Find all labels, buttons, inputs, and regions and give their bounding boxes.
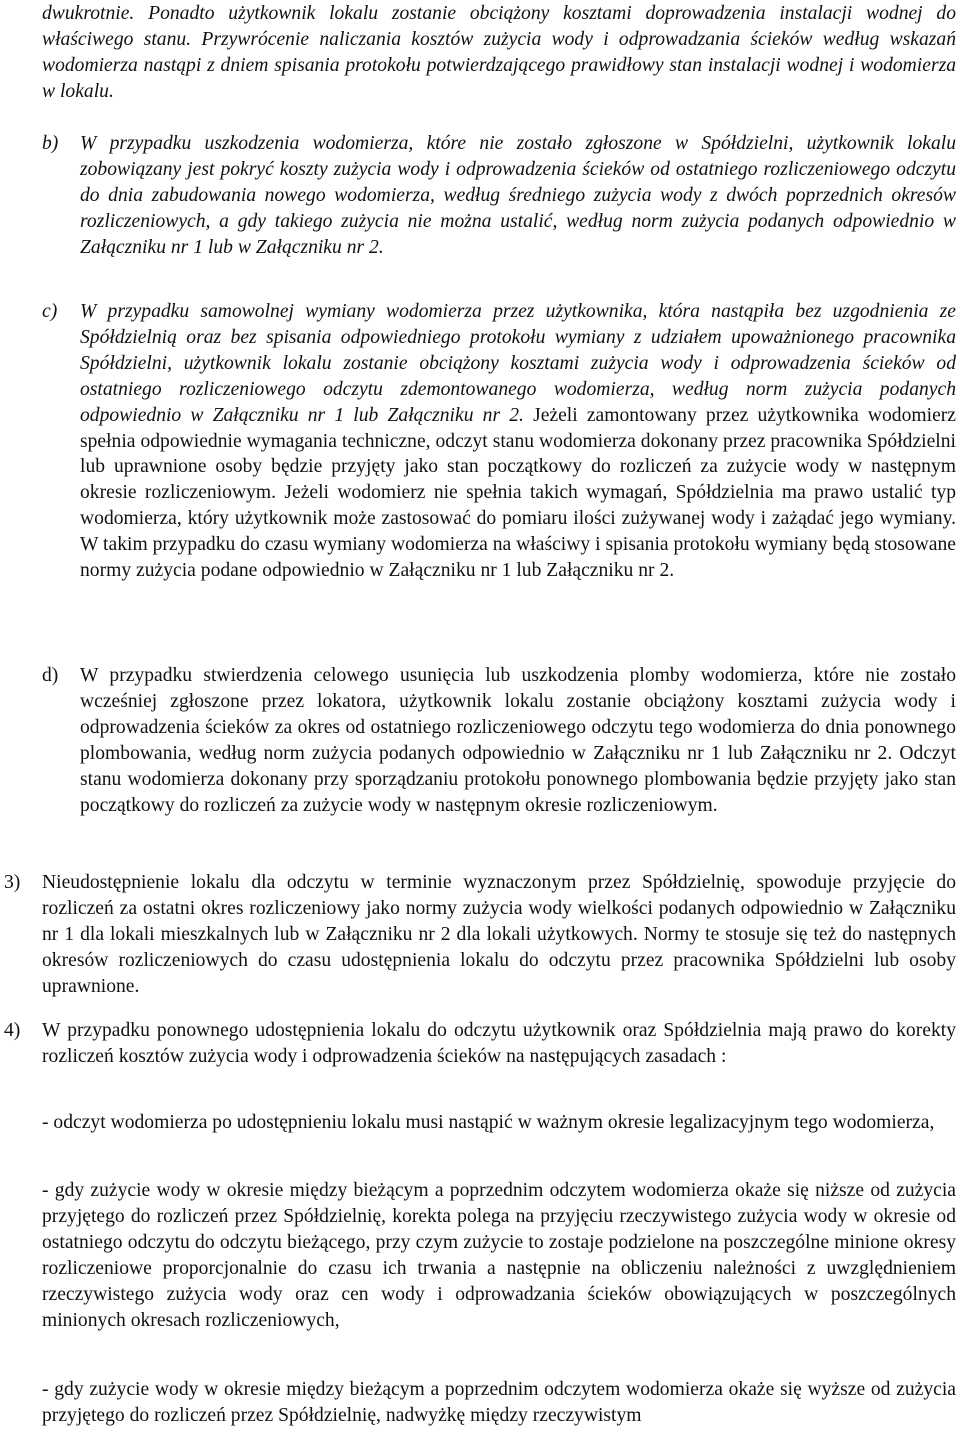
bullet-text: - odczyt wodomierza po udostępnieniu lokalu musi nastąpić w ważnym okresie legalizacyjnym tego wodomierza, [42, 1112, 935, 1133]
item-c-paragraph [80, 299, 956, 584]
item-c-label: c) [42, 301, 58, 322]
item-c-italic-text: W przypadku samowolnej wymiany wodomierza przez użytkownika, która nastąpiła bez uzgodnienia ze Spółdzielnią oraz bez spisania odpowiedniego protokołu wymiany z udziałem upoważnionego pracownika Spółdzielni, użytkownik lokalu zostanie obciążony kosztami zużycia wody i odprowadzenia ścieków od ostatniego rozliczeniowego odczytu zdemontowanego wodomierza, według norm zużycia podanych odpowiednio w Załączniku nr 1 lub Załączniku nr 2. [80, 301, 956, 426]
item-4-bullet-2 [42, 1178, 956, 1333]
item-4-paragraph [42, 1018, 956, 1070]
intro-text: dwukrotnie. Ponadto użytkownik lokalu zostanie obciążony kosztami doprowadzenia instalacji wodnej do właściwego stanu. Przywrócenie naliczania kosztów zużycia wody i odprowadzania ścieków według wskazań wodomierza nastąpi z dniem spisania protokołu potwierdzającego prawidłowy stan instalacji wodnej i wodomierza w lokalu. [42, 3, 956, 102]
bullet-text: - gdy zużycie wody w okresie między bieżącym a poprzednim odczytem wodomierza okaże się wyższe od zużycia przyjętego do rozliczeń przez Spółdzielnię, nadwyżkę między rzeczywistym [42, 1379, 956, 1426]
item-4-bullet-1 [42, 1110, 956, 1136]
item-d-text: W przypadku stwierdzenia celowego usunięcia lub uszkodzenia plomby wodomierza, które nie zostało wcześniej zgłoszone przez lokatora, użytkownik lokalu zostanie obciążony kosztami zużycia wody i odprowadzenia ścieków za okres od ostatniego rozliczeniowego odczytu tego wodomierza do dnia ponownego plombowania, według norm zużycia podanych odpowiednio w Załączniku nr 1 lub Załączniku nr 2. Odczyt stanu wodomierza dokonany przy sporządzaniu protokołu ponownego plombowania będzie przyjęty jako stan początkowy do rozliczeń za zużycie wody w następnym okresie rozliczeniowym. [80, 665, 956, 816]
item-b-paragraph [80, 131, 956, 261]
intro-paragraph [42, 1, 956, 105]
item-d-label: d) [42, 665, 59, 686]
item-c-regular-text: Jeżeli zamontowany przez użytkownika wodomierz spełnia odpowiednie wymagania techniczne, odczyt stanu wodomierza dokonany przez pracownika Spółdzielni lub uprawnione osoby będzie przyjęty jako stan początkowy do rozliczeń za zużycie wody w następnym okresie rozliczeniowym. Jeżeli wodomierz nie spełnia takich wymagań, Spółdzielnia ma prawo ustalić typ wodomierza, który użytkownik może zastosować do pomiaru ilości zużywanej wody i zażądać jego wymiany. W takim przypadku do czasu wymiany wodomierza na właściwy i spisania protokołu wymiany będą stosowane normy zużycia podane odpowiednio w Załączniku nr 1 lub Załączniku nr 2. [80, 404, 957, 582]
item-4-text: W przypadku ponownego udostępnienia lokalu do odczytu użytkownik oraz Spółdzielnia mają prawo do korekty rozliczeń kosztów zużycia wody i odprowadzenia ścieków na następujących zasadach : [42, 1020, 956, 1067]
item-b-text: W przypadku uszkodzenia wodomierza, które nie zostało zgłoszone w Spółdzielni, użytkownik lokalu zobowiązany jest pokryć koszty zużycia wody i odprowadzenia ścieków od ostatniego rozliczeniowego odczytu do dnia zabudowania nowego wodomierza, według średniego zużycia wody z dwóch poprzednich okresów rozliczeniowych, a gdy takiego zużycia nie można ustalić, według norm zużycia podanych odpowiednio w Załączniku nr 1 lub w Załączniku nr 2. [80, 133, 956, 258]
item-3-label: 3) [4, 872, 21, 893]
item-b-label: b) [42, 133, 59, 154]
item-4-bullet-3 [42, 1377, 956, 1429]
bullet-text: - gdy zużycie wody w okresie między bieżącym a poprzednim odczytem wodomierza okaże się niższe od zużycia przyjętego do rozliczeń przez Spółdzielnię, korekta polega na przyjęciu rzeczywistego zużycia wody w okresie od ostatniego odczytu do odczytu bieżącego, przy czym zużycie to zostaje podzielone na poszczególne minione okresy rozliczeniowe proporcjonalnie do czasu ich trwania a następnie na obliczeniu należności z uwzględnieniem rzeczywistego zużycia wody oraz cen wody i odprowadzania ścieków obowiązujących w poszczególnych minionych okresach rozliczeniowych, [42, 1180, 956, 1331]
item-d-paragraph [80, 663, 956, 818]
item-3-text: Nieudostępnienie lokalu dla odczytu w terminie wyznaczonym przez Spółdzielnię, spowoduje przyjęcie do rozliczeń za ostatni okres rozliczeniowy jako normy zużycia wody wielkości podanych odpowiednio w Załączniku nr 1 dla lokali mieszkalnych lub w Załączniku nr 2 dla lokali użytkowych. Normy te stosuje się też do następnych okresów rozliczeniowych do czasu udostępnienia lokalu do odczytu przez pracownika Spółdzielni lub osoby uprawnione. [42, 872, 956, 997]
item-4-label: 4) [4, 1020, 21, 1041]
item-3-paragraph [42, 870, 956, 1000]
